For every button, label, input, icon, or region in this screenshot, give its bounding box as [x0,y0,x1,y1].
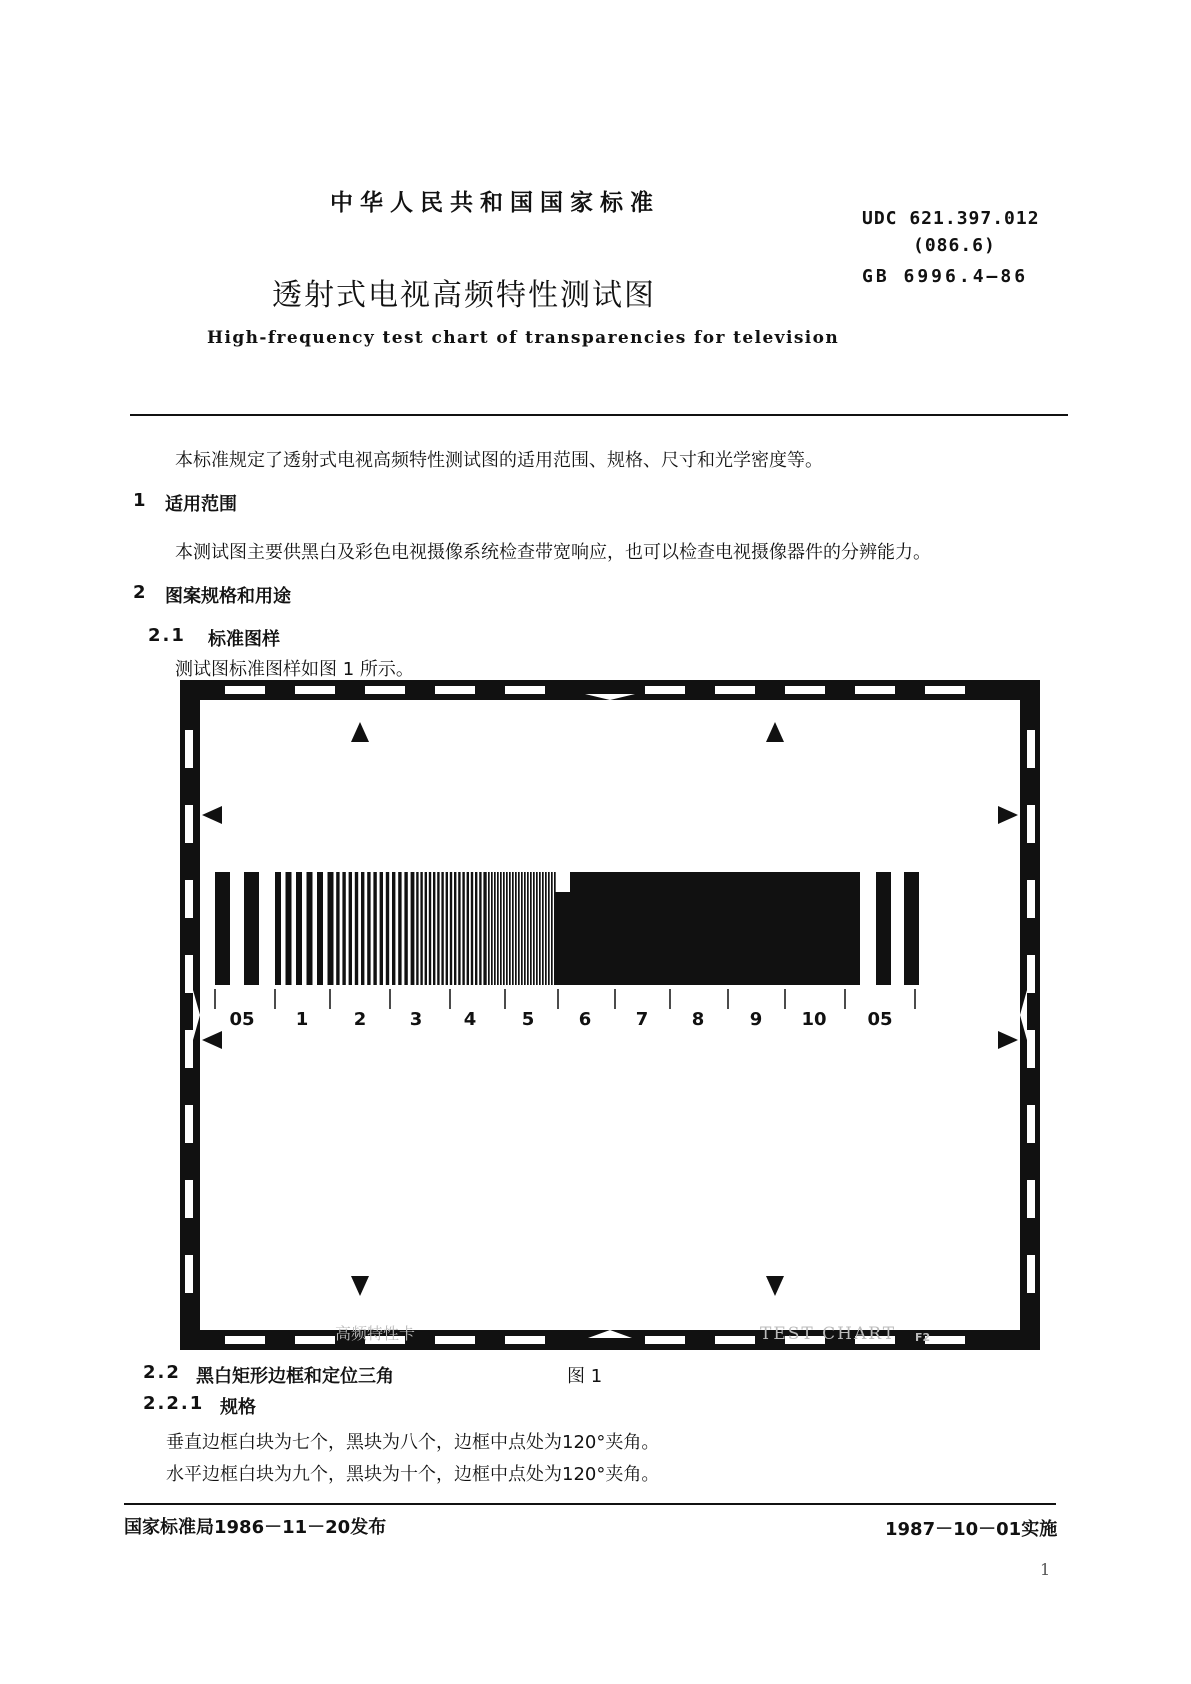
bar-05-right [904,872,919,985]
frame-top-white-block [505,686,545,694]
effective-date: 1987－10－01实施 [885,1519,1058,1540]
bar-4mhz [551,872,553,985]
bar-3mhz [425,872,427,985]
frame-left-white-block [185,730,193,768]
frame-right-white-block [1027,880,1035,918]
frame-top-white-block [785,686,825,694]
bar-2mhz [361,872,364,985]
frame-bottom-white-block [295,1336,335,1344]
bar-2mhz [373,872,376,985]
gb-number: GB 6996.4—86 [862,266,1029,287]
section-1-text: 本测试图主要供黑白及彩色电视摄像系统检查带宽响应，也可以检查电视摄像器件的分辨能力。 [175,542,931,563]
bar-2mhz [398,872,401,985]
scale-label: 05 [867,1009,893,1030]
bar-2mhz [380,872,383,985]
bar-block-dense [555,892,860,985]
section-1-number: 1 [133,490,146,511]
frame-right-white-block [1027,955,1035,993]
frame-right-white-block [1027,1030,1035,1068]
bar-3mhz [467,872,469,985]
bar-4mhz [521,872,523,985]
frame-left-white-block [185,1105,193,1143]
chart-frame [180,680,1040,1350]
intro-paragraph: 本标准规定了透射式电视高频特性测试图的适用范围、规格、尺寸和光学密度等。 [175,450,823,471]
scale-label: 7 [635,1009,649,1030]
bar-4mhz [545,872,547,985]
bar-block-dense-top [570,872,860,892]
section-2-1-text: 测试图标准图样如图 1 所示。 [175,659,414,680]
bar-3mhz [433,872,435,985]
scale-label: 05 [229,1009,255,1030]
bar-4mhz [512,872,514,985]
header-rule [130,414,1068,416]
bar-4mhz [488,872,490,985]
bar-2mhz [404,872,407,985]
frame-top-white-block [645,686,685,694]
scale-label: 2 [353,1009,367,1030]
frame-inner-white [200,700,1020,1330]
frame-top-white-block [295,686,335,694]
bar-4mhz [518,872,520,985]
chart-code: F2 [915,1331,931,1344]
bar-4mhz [548,872,550,985]
bar-3mhz [446,872,448,985]
frame-top-white-block [925,686,965,694]
bar-2mhz [367,872,370,985]
bar-2mhz [355,872,358,985]
frame-top-white-block [225,686,265,694]
frame-left-white-block [185,1255,193,1293]
bar-3mhz [479,872,481,985]
test-chart-figure [180,680,1040,1350]
bar-1mhz [307,872,313,985]
frame-right-white-block [1027,805,1035,843]
frame-left-white-block [185,805,193,843]
bar-3mhz [458,872,460,985]
bar-3mhz [441,872,443,985]
bar-4mhz [500,872,502,985]
bar-3mhz [416,872,418,985]
frame-top-white-block [855,686,895,694]
scale-label: 3 [409,1009,423,1030]
frame-left-white-block [185,955,193,993]
bar-2mhz [342,872,345,985]
section-2-1-title: 标准图样 [208,629,280,650]
bar-4mhz [533,872,535,985]
bar-4mhz [497,872,499,985]
bar-1mhz [296,872,302,985]
scale-label: 6 [578,1009,592,1030]
frame-right-white-block [1027,1105,1035,1143]
footer-rule [124,1503,1056,1505]
bar-3mhz [420,872,422,985]
page-number: 1 [1040,1560,1051,1579]
frame-top-white-block [365,686,405,694]
issue-date: 国家标准局1986－11－20发布 [124,1517,387,1538]
bar-4mhz [491,872,493,985]
bar-4mhz [527,872,529,985]
section-2-2-title: 黑白矩形边框和定位三角 [196,1366,394,1387]
bar-4mhz [485,872,487,985]
bar-2mhz [349,872,352,985]
frame-right-white-block [1027,1255,1035,1293]
bar-4mhz [524,872,526,985]
spec-line-vertical: 垂直边框白块为七个，黑块为八个，边框中点处为120°夹角。 [166,1432,660,1453]
frame-bottom-white-block [925,1336,965,1344]
bar-3mhz [437,872,439,985]
frame-top-white-block [435,686,475,694]
scale-label: 8 [691,1009,705,1030]
bar-2mhz [330,872,333,985]
spec-line-horizontal: 水平边框白块为九个，黑块为十个，边框中点处为120°夹角。 [166,1464,660,1485]
frame-right-white-block [1027,1180,1035,1218]
bar-4mhz [506,872,508,985]
bar-4mhz [503,872,505,985]
bar-3mhz [429,872,431,985]
bar-3mhz [412,872,414,985]
bar-4mhz [542,872,544,985]
frame-bottom-white-block [435,1336,475,1344]
bar-4mhz [530,872,532,985]
chart-label-test-chart: TEST CHART [760,1324,897,1344]
bar-4mhz [515,872,517,985]
scale-label: 5 [521,1009,535,1030]
scale-label: 9 [749,1009,763,1030]
frame-bottom-white-block [715,1336,755,1344]
chart-label-chinese: 高频特性卡 [335,1324,416,1343]
figure-caption: 图 1 [567,1366,603,1387]
frame-left-white-block [185,880,193,918]
scale-label: 1 [295,1009,309,1030]
bar-4mhz [536,872,538,985]
bar-3mhz [471,872,473,985]
bar-3mhz [462,872,464,985]
bar-3mhz [450,872,452,985]
bar-4mhz [509,872,511,985]
section-2-2-1-number: 2.2.1 [143,1393,205,1414]
frame-top-white-block [715,686,755,694]
standard-name: 中华人民共和国国家标准 [330,190,660,216]
title-chinese: 透射式电视高频特性测试图 [272,278,656,313]
bar-2mhz [392,872,395,985]
udc-code: UDC 621.397.012 [862,208,1040,229]
bar-05-right [876,872,891,985]
scale-label: 10 [801,1009,827,1030]
bar-05-left [215,872,230,985]
frame-left-white-block [185,1030,193,1068]
frame-right-white-block [1027,730,1035,768]
bar-1mhz [286,872,292,985]
section-2-number: 2 [133,582,146,603]
section-2-1-number: 2.1 [148,625,186,646]
bar-1mhz [275,872,281,985]
bar-3mhz [475,872,477,985]
scale-label: 4 [463,1009,477,1030]
frame-left-white-block [185,1180,193,1218]
section-2-title: 图案规格和用途 [165,586,291,607]
bar-05-left [244,872,259,985]
section-2-2-1-title: 规格 [220,1397,256,1418]
frame-bottom-white-block [645,1336,685,1344]
section-1-title: 适用范围 [165,494,237,515]
bar-4mhz [494,872,496,985]
bar-1mhz [317,872,323,985]
bar-3mhz [454,872,456,985]
section-2-2-number: 2.2 [143,1362,181,1383]
bar-4mhz [539,872,541,985]
bar-2mhz [336,872,339,985]
udc-code-sub: (086.6) [913,235,996,256]
bar-2mhz [386,872,389,985]
frame-bottom-white-block [505,1336,545,1344]
title-english: High-frequency test chart of transparencies for television [207,328,840,348]
frame-bottom-white-block [225,1336,265,1344]
